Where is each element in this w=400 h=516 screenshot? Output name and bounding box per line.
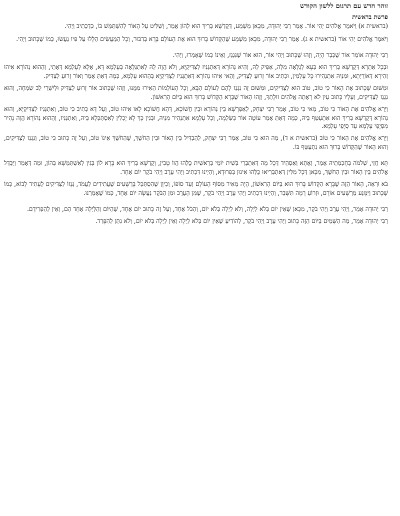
paragraph: וּבְכָל אַתְרָא דְּקֻדְשָׁא בְּרִיךְ הוּא בְּעָא לְגַלָּאָה מִלָּה, אַפֵּיק לֵהּ, וְהִיא נְהוֹרָא דְּאִתְגְּנִיז לְצַדִּיקַיָּא, וְלֹא הֲוָה לֵהּ לְאִתְגַּלָּאָה בְּעָלְמָא דָּא, אֶלָּא לְעָלְמָא דְּאָתֵי, וְהַהוּא נְהוֹרָא אִיהוּ זְהִירָא דְּאוֹרַיְתָא, וּמִנֵּיהּ אִתְנְהִירוּ כָּל עָלְמִין, וּכְתִיב אוֹר זָרוּעַ לַצַּדִּיק, וְהַאי אִיהוּ נְהוֹרָא דְּאִתְגְּנִיז לְצַדִּיקַיָּא בְּהַהוּא עָלְמָא, כְּמָה דְּאַתְּ אָמֵר וְאוֹר זָרוּעַ לַצַּדִּיק. bbox=[4, 64, 388, 80]
paragraph: רַבִּי יְהוּדָה אָמַר, מַה הַשָּׁמַיִם בַּיּוֹם הַזֶּה כָּתוּב וַיְהִי עֶרֶב וַיְהִי בֹקֶר, לְהוֹדִיעַ שֶׁאֵין יוֹם בְּלֹא לַיְלָה וְאֵין לַיְלָה בְּלֹא יוֹם, וְלֹא נִתַּן לְהִפָּרֵד. bbox=[95, 218, 388, 226]
paragraph: (בראשית א) וַיֹּאמֶר אֱלֹהִים יְהִי אוֹר. אָמַר רַבִּי יְהוּדָה, מִכָּאן מַשְׁמַע, דְּקֻדְשָׁא בְּרִיךְ הוּא לְהוֹן אֲמַר, וְשַׁלִּיט עַל הָאוֹר לְהִשְׁתַּמֵּשׁ בּוֹ, כִּדְכְתִיב וַיְהִי. bbox=[64, 23, 388, 31]
paragraph: בֹּא וּרְאֵה, הָאוֹר הַזֶּה שֶׁבָּרָא הַקָּדוֹשׁ בָּרוּךְ הוּא בַּיּוֹם הָרִאשׁוֹן, הָיָה מֵאִיר מִסּוֹף הָעוֹלָם וְעַד סוֹפוֹ, וְכֵיוָן שֶׁהִסְתַּכֵּל בָּרְשָׁעִים שֶׁעֲתִידִים לַעֲמֹד, גְּנָזוֹ לַצַּדִּיקִים לֶעָתִיד לָבוֹא, כְּמוֹ שֶׁכָּתוּב וַיִּמָּנַע מֵרְשָׁעִים אוֹרָם, וּזְרוֹעַ רָמָה תִּשָּׁבֵר, וְהַיְינוּ דִּכְתִיב וַיְהִי עֶרֶב וַיְהִי בֹקֶר, שֶׁמִּן הָעֶרֶב וּמִן הַבֹּקֶר נַעֲשָׂה יוֹם אֶחָד, כְּמוֹ שֶׁאָמַרְנוּ. bbox=[4, 181, 388, 197]
paragraph: וַיַּרְא אֱלֹהִים אֶת הָאוֹר כִּי טוֹב (בראשית א ד), מַה הוּא כִּי טוֹב, אָמַר רַבִּי יִצְחָק, לְהַבְדִּיל בֵּין הָאוֹר וּבֵין הַחֹשֶׁךְ, שֶׁהַחֹשֶׁךְ אֵינוֹ טוֹב, וְעַל זֶה כָּתוּב כִּי טוֹב, וְנִגְנַז לַצַּדִּיקִים, וְהוּא הָאוֹר שֶׁהַקָּדוֹשׁ בָּרוּךְ הוּא נִתְעַטֵּף בּוֹ. bbox=[4, 135, 388, 152]
paragraph: וּמִשּׁוּם שֶׁכָּתוּב אֶת הָאוֹר כִּי טוֹב, טוֹב הוּא לַצַּדִּיקִים, וּמִשּׁוּם זֶה נִגְנַז לָהֶם לְעוֹלָם הַבָּא, וְכָל הָעוֹלָמוֹת הֵאִירוּ מִמֶּנּוּ, וְזֶהוּ שֶׁכָּתוּב אוֹר זָרוּעַ לַצַּדִּיק וּלְיִשְׁרֵי לֵב שִׂמְחָה, וְהוּא נִגְנַז לַצַּדִּיקִים, וְעָלָיו כָּתוּב עַיִן לֹא רָאָתָה אֱלֹהִים זוּלָתְךָ, וְזֶהוּ הָאוֹר שֶׁבָּרָא הַקָּדוֹשׁ בָּרוּךְ הוּא בַּיּוֹם הָרִאשׁוֹן. bbox=[4, 84, 388, 101]
paragraph: רַבִּי יְהוּדָה אוֹמֵר אוֹר שֶׁכְּבָר הָיָה, וְזֶהוּ שֶׁכָּתוּב וַיְהִי אוֹר, הוּא אוֹר שֶׁנִּגְנַז, וְאֵינוֹ כְּמוֹ שֶׁאָמְרוּ, וַיְהִי. bbox=[172, 51, 388, 59]
paragraph: וַיֹּאמֶר אֱלֹהִים יְהִי אוֹר (בראשית א ג). אָמַר רַבִּי יְהוּדָה, מִכָּאן מַשְׁמַע שֶׁהַקָּדוֹשׁ בָּרוּךְ הוּא אֶת הָעוֹלָם בָּרָא בְּדִבּוּר, וְכָל הַמַּעֲשִׂים הַלָּלוּ עַל פִּיו נַעֲשׂוּ, כְּמוֹ שֶׁכָּתוּב וַיְהִי. bbox=[16, 35, 388, 43]
paragraph: וַיַּרְא אֱלֹהִים אֶת הָאוֹר כִּי טוֹב, מַאי כִּי טוֹב, אָמַר רַבִּי יִצְחָק, לְאַפְרָשָׁא בֵּין נְהוֹרָא וּבֵין חֲשׁוֹכָא, דְּהָא חֲשׁוֹכָא לָאו אִיהוּ טוֹב, וְעַל דָּא כְּתִיב כִּי טוֹב, וְאִתְגְּנִיז לְצַדִּיקַיָּא, וְהוּא נְהוֹרָא דְּקֻדְשָׁא בְּרִיךְ הוּא אִתְעַטַּף בֵּיהּ, כְּמָה דְּאַתְּ אָמֵר עוֹטֶה אוֹר כַּשַּׂלְמָה, וְכָל עָלְמָא אִתְנְהִיר מִנֵּיהּ, וּבְגִין כָּךְ לָא יָכְלִין לְאִסְתַּכְּלָא בֵּיהּ, וְאִתְגְּנִיז, וְהַהוּא נְהוֹרָא הֲוָה נָהִיר מִסְּיָפֵי עָלְמָא עַד סְיָפֵי עָלְמָא. bbox=[4, 105, 388, 131]
document-title: זוהר חדש עם תרגום ללשון הקודש bbox=[300, 2, 388, 10]
paragraph: רַבִּי יְהוּדָה אָמַר, וַיְהִי עֶרֶב וַיְהִי בֹקֶר, מִכָּאן שֶׁאֵין יוֹם בְּלֹא לַיְלָה, וְלֹא לַיְלָה בְּלֹא יוֹם, וְהַכֹּל אֶחָד, וְעַל זֶה כָּתוּב יוֹם אֶחָד, שֶׁהַיּוֹם וְהַלַּיְלָה אֶחָד הֵם, וְאֵין לְהַפְרִידָם. bbox=[27, 206, 388, 214]
paragraph: תָּא חֲזֵי, שְׁלֹמֹה בְּחָכְמְתֵיהּ אָמַר, וְאָתָא וְאַסְהֵיד דְּכָל מָה דְּאִתְבְּרֵי בְּשִׁית יוֹמֵי בְּרֵאשִׁית כֻּלְּהוּ הֲווֹ טָבִין, וְקֻדְשָׁא בְּרִיךְ הוּא בָּרָא לוֹן בְּגִין לְאִשְׁתַּמְּשָׁא בְּהוֹן, וּמַה דְּאָמַר וַיַּבְדֵּל אֱלֹהִים בֵּין הָאוֹר וּבֵין הַחֹשֶׁךְ, מִכָּאן דְּכָל מִלִּין דְּאִתְבְּרִיאוּ כֻּלְּהוּ אִינוּן בְּפִרוּדָא, וְהַיְינוּ דִּכְתִיב וַיְהִי עֶרֶב וַיְהִי בֹקֶר יוֹם אֶחָד. bbox=[4, 160, 388, 177]
section-heading: פרשת בראשית bbox=[352, 13, 388, 21]
